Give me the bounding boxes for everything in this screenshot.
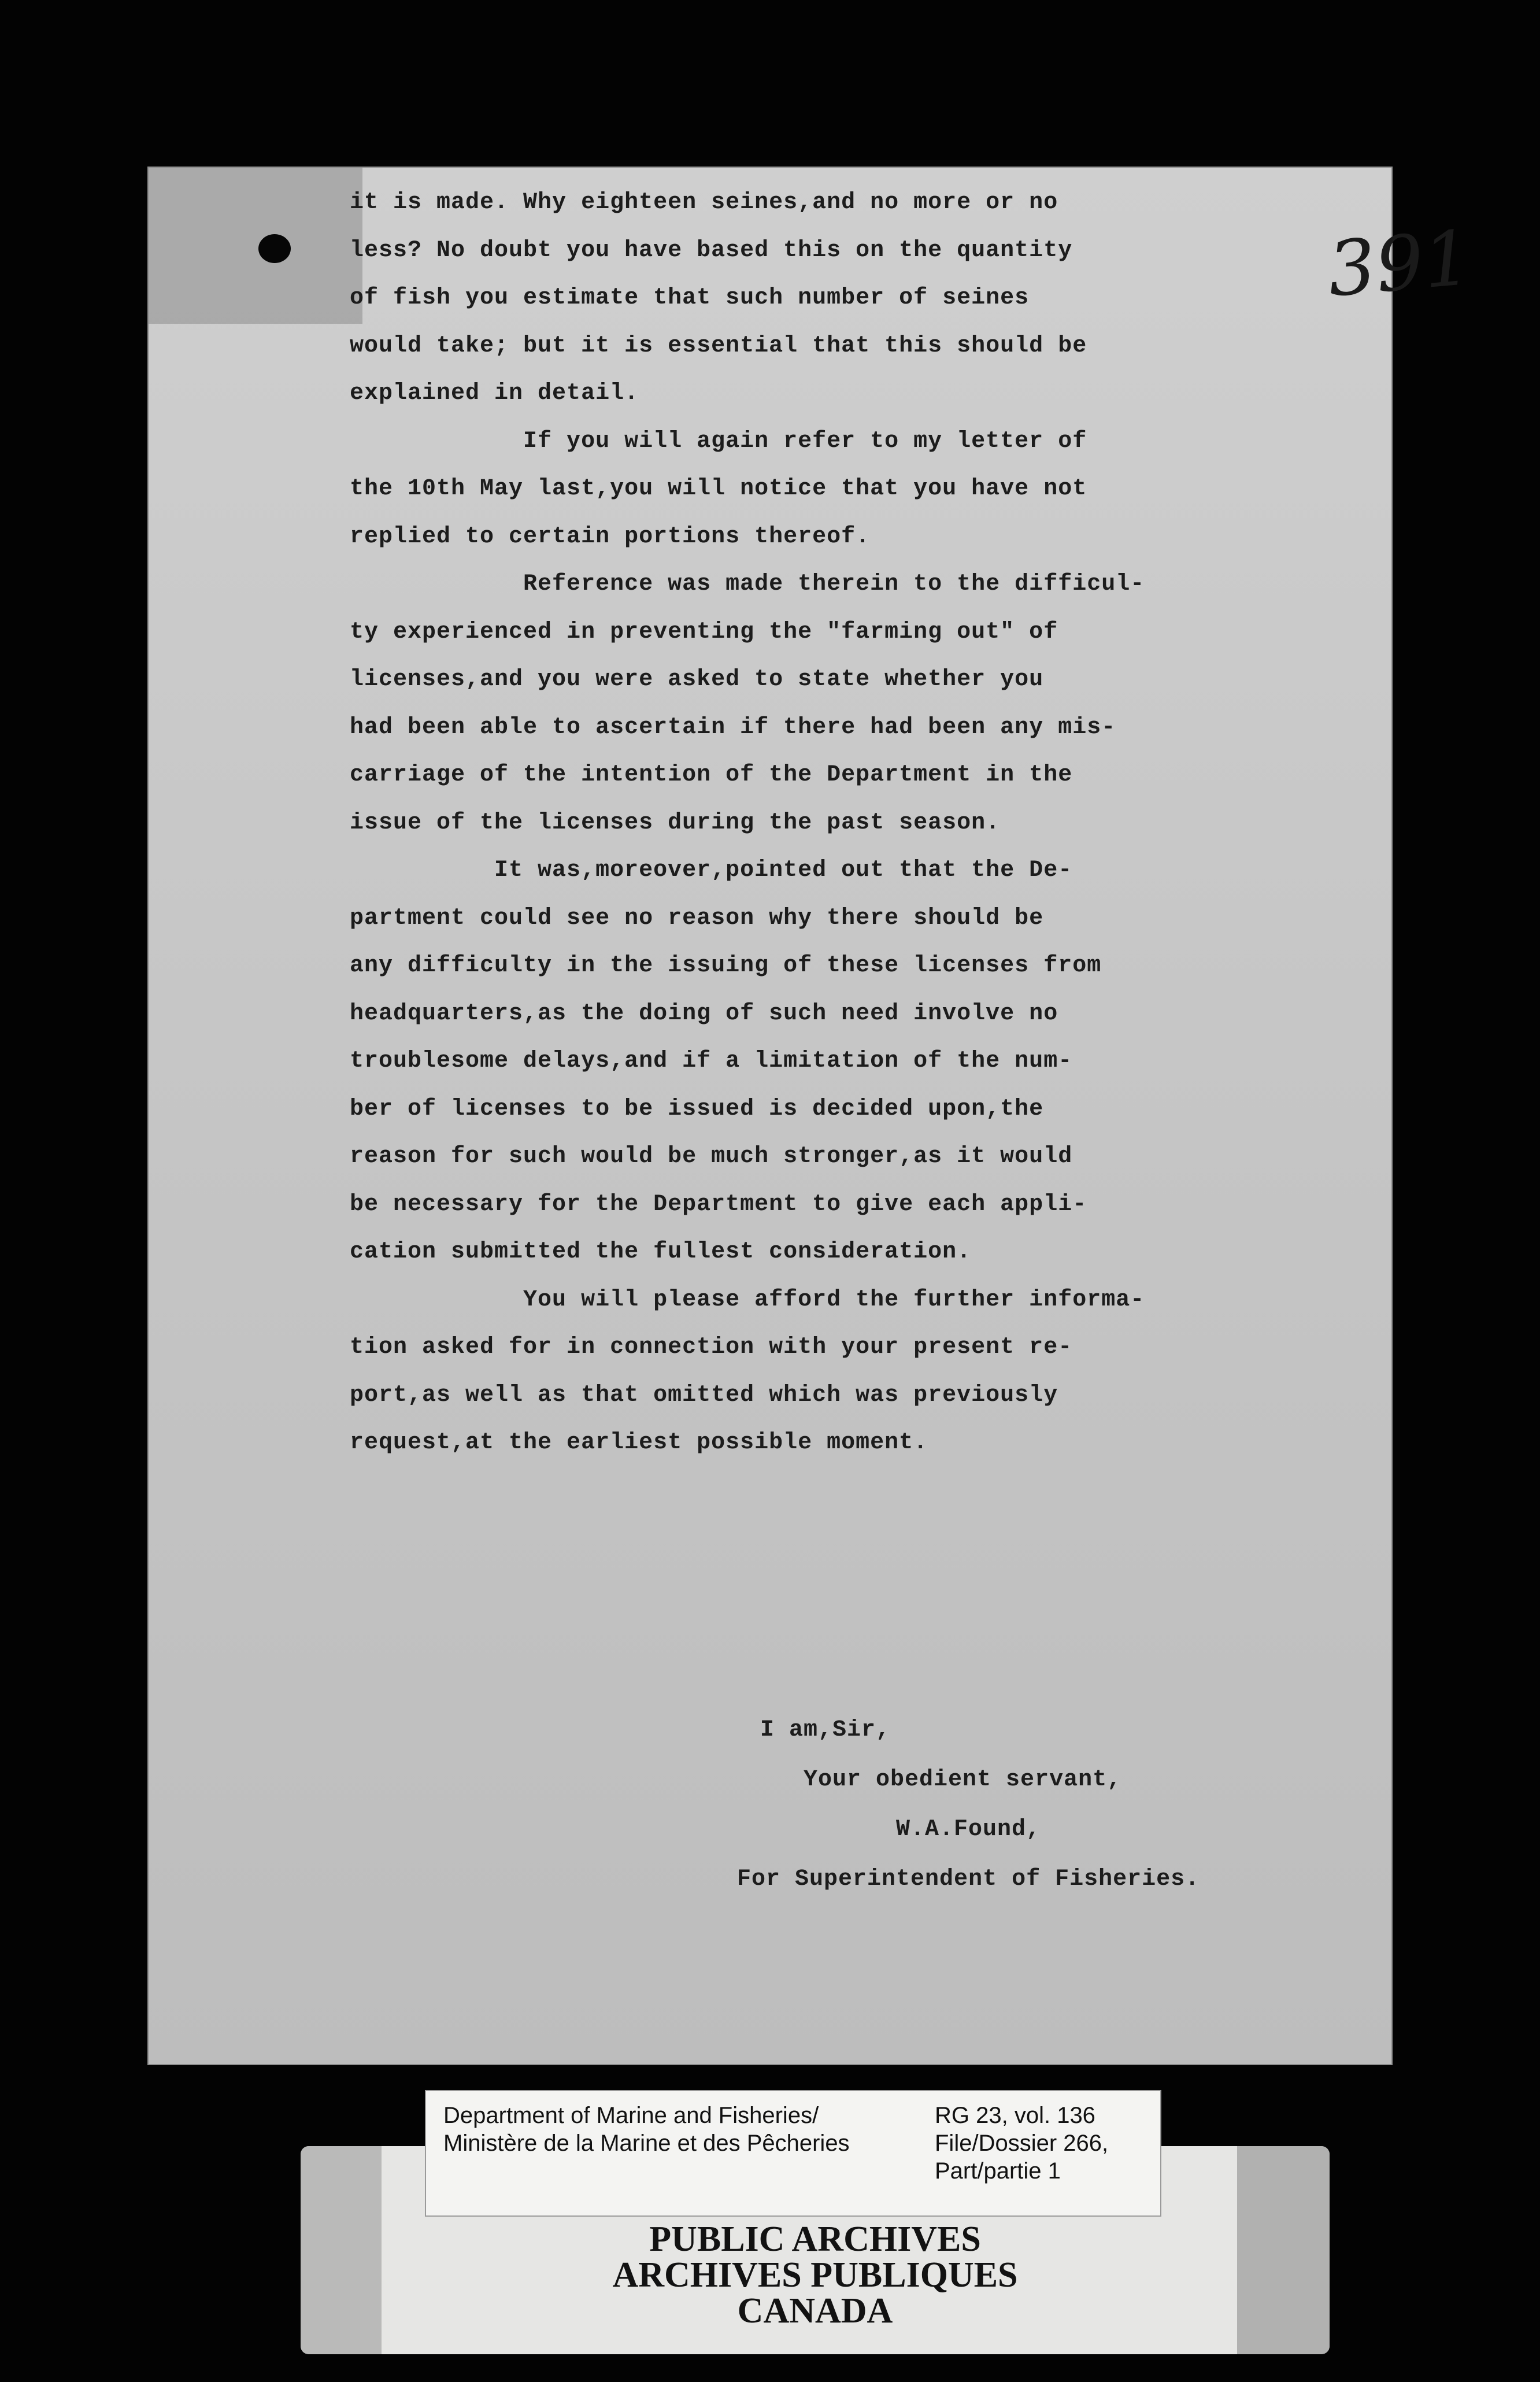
body-line: port,as well as that omitted which was previously — [350, 1382, 1058, 1408]
body-line: If you will again refer to my letter of — [350, 428, 1087, 454]
body-line: request,at the earliest possible moment. — [350, 1430, 928, 1456]
archive-stamp — [301, 2221, 1330, 2329]
archive-stamp-line: PUBLIC ARCHIVES — [649, 2220, 981, 2259]
archive-reference-label — [425, 2090, 1161, 2217]
department-fr: Ministère de la Marine et des Pêcheries — [443, 2131, 850, 2156]
folio-number: 391 — [1324, 213, 1475, 314]
archive-stamp-line: ARCHIVES PUBLIQUES — [612, 2255, 1018, 2295]
body-line: cation submitted the fullest consideration. — [350, 1239, 972, 1265]
body-line: had been able to ascertain if there had been any mis- — [350, 714, 1116, 741]
archive-stamp-line: CANADA — [737, 2291, 893, 2331]
body-line: reason for such would be much stronger,as it would — [350, 1144, 1073, 1170]
body-line: of fish you estimate that such number of seines — [350, 285, 1030, 311]
body-line: the 10th May last,you will notice that you have not — [350, 476, 1087, 502]
letter-closing — [737, 1706, 1223, 1904]
letter-body — [350, 179, 1332, 1467]
body-line: carriage of the intention of the Department in the — [350, 762, 1073, 788]
reference-number — [935, 2102, 1108, 2185]
body-line: any difficulty in the issuing of these licenses from — [350, 953, 1102, 979]
body-line: You will please afford the further informa- — [350, 1286, 1145, 1313]
body-line: issue of the licenses during the past season. — [350, 809, 1001, 836]
department-name — [443, 2102, 850, 2157]
body-line: ber of licenses to be issued is decided upon,the — [350, 1096, 1044, 1122]
body-line: ty experienced in preventing the "farming out" of — [350, 619, 1058, 645]
page-corner-shadow — [149, 168, 362, 324]
complimentary-close: Your obedient servant, — [804, 1767, 1122, 1793]
signatory-title: For Superintendent of Fisheries. — [737, 1866, 1200, 1892]
department-en: Department of Marine and Fisheries/ — [443, 2103, 819, 2128]
body-line: headquarters,as the doing of such need involve no — [350, 1000, 1058, 1027]
body-line: replied to certain portions thereof. — [350, 523, 871, 550]
salutation: I am,Sir, — [760, 1717, 891, 1743]
punch-hole — [258, 234, 291, 263]
body-line: be necessary for the Department to give each appli- — [350, 1191, 1087, 1218]
signatory-name: W.A.Found, — [896, 1817, 1041, 1843]
reference-file: File/Dossier 266, — [935, 2131, 1109, 2156]
reference-volume: RG 23, vol. 136 — [935, 2103, 1095, 2128]
body-line: tion asked for in connection with your present re- — [350, 1334, 1073, 1360]
body-line: it is made. Why eighteen seines,and no more or no — [350, 190, 1058, 216]
reference-part: Part/partie 1 — [935, 2158, 1061, 2184]
body-line: explained in detail. — [350, 380, 639, 406]
body-line: Reference was made therein to the difficul- — [350, 571, 1145, 597]
body-line: less? No doubt you have based this on the quantity — [350, 237, 1073, 264]
body-line: partment could see no reason why there should be — [350, 905, 1044, 931]
body-line: troublesome delays,and if a limitation of the num- — [350, 1048, 1073, 1074]
body-line: licenses,and you were asked to state whether you — [350, 667, 1044, 693]
body-line: would take; but it is essential that this should be — [350, 332, 1087, 359]
body-line: It was,moreover,pointed out that the De- — [350, 857, 1073, 883]
